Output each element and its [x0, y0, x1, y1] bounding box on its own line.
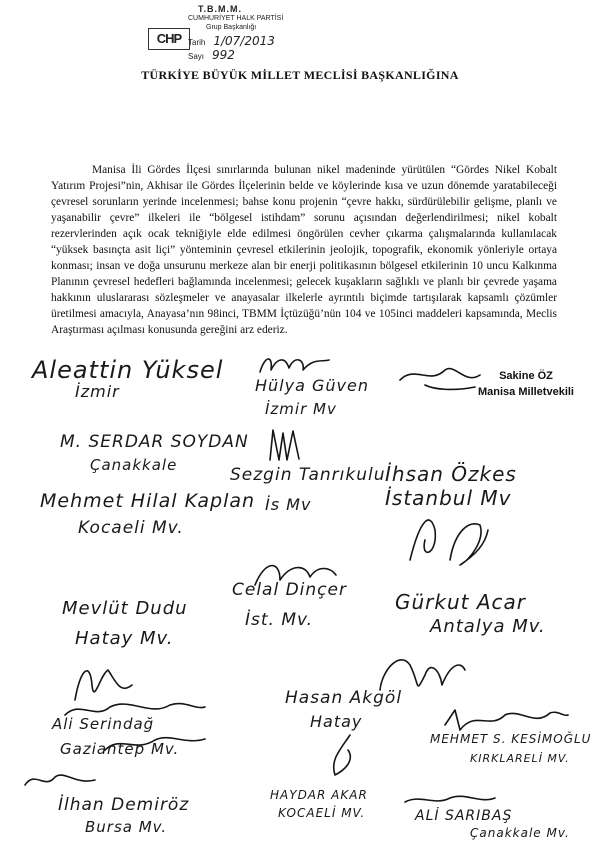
signature-kesimoglu-icon — [440, 705, 570, 735]
typed-signature — [478, 368, 574, 400]
handwritten-name: İlhan Demiröz — [58, 795, 190, 815]
signature-ilhan-demiroz-icon — [20, 765, 100, 795]
handwritten-province: Hatay Mv. — [75, 628, 174, 649]
receipt-stamp — [148, 4, 308, 64]
handwritten-name: Gürkut Acar — [395, 590, 527, 614]
stamp-date-row — [188, 34, 275, 48]
handwritten-name: Hasan Akgöl — [285, 688, 403, 708]
signature-sakine-oz-icon — [395, 355, 485, 395]
typed-signature-title: Manisa Milletvekili — [478, 386, 574, 398]
stamp-department: Grup Başkanlığı — [206, 24, 257, 31]
stamp-number-row — [188, 48, 235, 62]
document-body: Manisa İli Gördes İlçesi sınırlarında bulunan nikel madeninde yürütülen “Gördes Nikel Kobalt Yatırım Projesi”nin, Akhisar ile Gördes İlçelerinin belde ve köylerinde kısa ve uzun dönemde yaratabileceği çevresel sorunların yerinde incelenmesi; bahse konu projenin “çevre hakkı, sürdürülebilir gelişme, planlı ve yaşanabilir çevre” ilkeleri ile “bölgesel istihdam” sorunu açısından değerlendirilmesi; nikel kobalt rezervlerinden açık ocak tekniğiyle elde edilmesi öngörülen cevher çıkarma çalışmalarında kullanılacak “yüksek basınçta asit liçi” yönteminin çevresel etkilerinin jeolojik, topografik, ekonomik yönleriyle ortaya konması; insan ve doğa unsurunu merkeze alan bir enerji politikasının bölgesel etkilerinin 10 uncu Kalkınma Planının çevresel hedefleri bağlamında incelenmesi; gelecek kuşakların sağlıklı ve planlı bir çevrede yaşama hakkının uluslararası sözleşmeler ve anayasalar ilkelerle ayrıntılı biçimde tartışılarak kapsamlı çözümler üretilmesi amacıyla, Anayasa’nın 98inci, TBMM İçtüzüğü’nün 104 ve 105inci maddeleri kapsamında, Meclis Araştırması açılması konusunda gereğini arz ederiz. — [51, 164, 557, 336]
handwritten-province: Çanakkale Mv. — [470, 826, 570, 840]
handwritten-name: Mevlüt Dudu — [62, 598, 188, 619]
handwritten-province: İs Mv — [265, 495, 312, 514]
signature-hasan-akgol-icon — [320, 730, 360, 780]
handwritten-name: M. SERDAR SOYDAN — [60, 432, 249, 452]
handwritten-name: Celal Dinçer — [232, 580, 347, 600]
handwritten-province: İzmir — [75, 382, 120, 401]
handwritten-province: Antalya Mv. — [430, 616, 546, 637]
stamp-date-label: Tarih — [188, 38, 206, 47]
handwritten-province: İst. Mv. — [245, 610, 314, 630]
handwritten-name: İhsan Özkes — [385, 462, 517, 486]
handwritten-province: Bursa Mv. — [85, 818, 168, 836]
stamp-date-value: 1/07/2013 — [213, 34, 275, 48]
stamp-party: CUMHURİYET HALK PARTİSİ — [188, 15, 284, 22]
typed-signature-name: Sakine ÖZ — [499, 370, 553, 382]
handwritten-province: Gaziantep Mv. — [60, 740, 180, 758]
handwritten-name: HAYDAR AKAR — [270, 788, 368, 802]
signature-sezgin-tanrikulu-icon — [265, 425, 305, 465]
stamp-org: T.B.M.M. — [198, 4, 242, 14]
stamp-number-value: 992 — [212, 48, 235, 62]
handwritten-name: Ali Serindağ — [52, 715, 155, 733]
handwritten-name: Mehmet Hilal Kaplan — [40, 490, 256, 512]
handwritten-name: Hülya Güven — [255, 376, 369, 395]
handwritten-name: Sezgin Tanrıkulu — [230, 465, 386, 485]
handwritten-name: ALİ SARIBAŞ — [415, 808, 513, 824]
handwritten-name: Aleattin Yüksel — [32, 356, 224, 384]
signature-ali-saribas-icon — [400, 790, 500, 810]
handwritten-province: Çanakkale — [90, 456, 178, 474]
handwritten-province: KIRKLARELİ MV. — [470, 752, 570, 765]
handwritten-province: Kocaeli Mv. — [78, 518, 184, 538]
signature-ihsan-ozkes-icon — [400, 500, 490, 570]
handwritten-province: İstanbul Mv — [385, 486, 512, 510]
stamp-number-label: Sayı — [188, 52, 205, 61]
chp-logo: CHP — [148, 28, 190, 50]
handwritten-province: KOCAELİ MV. — [278, 806, 366, 820]
handwritten-province: Hatay — [310, 712, 363, 731]
handwritten-name: MEHMET S. KESİMOĞLU — [430, 732, 592, 746]
document-heading: TÜRKİYE BÜYÜK MİLLET MECLİSİ BAŞKANLIĞINA — [141, 68, 459, 82]
handwritten-province: İzmir Mv — [265, 400, 337, 418]
